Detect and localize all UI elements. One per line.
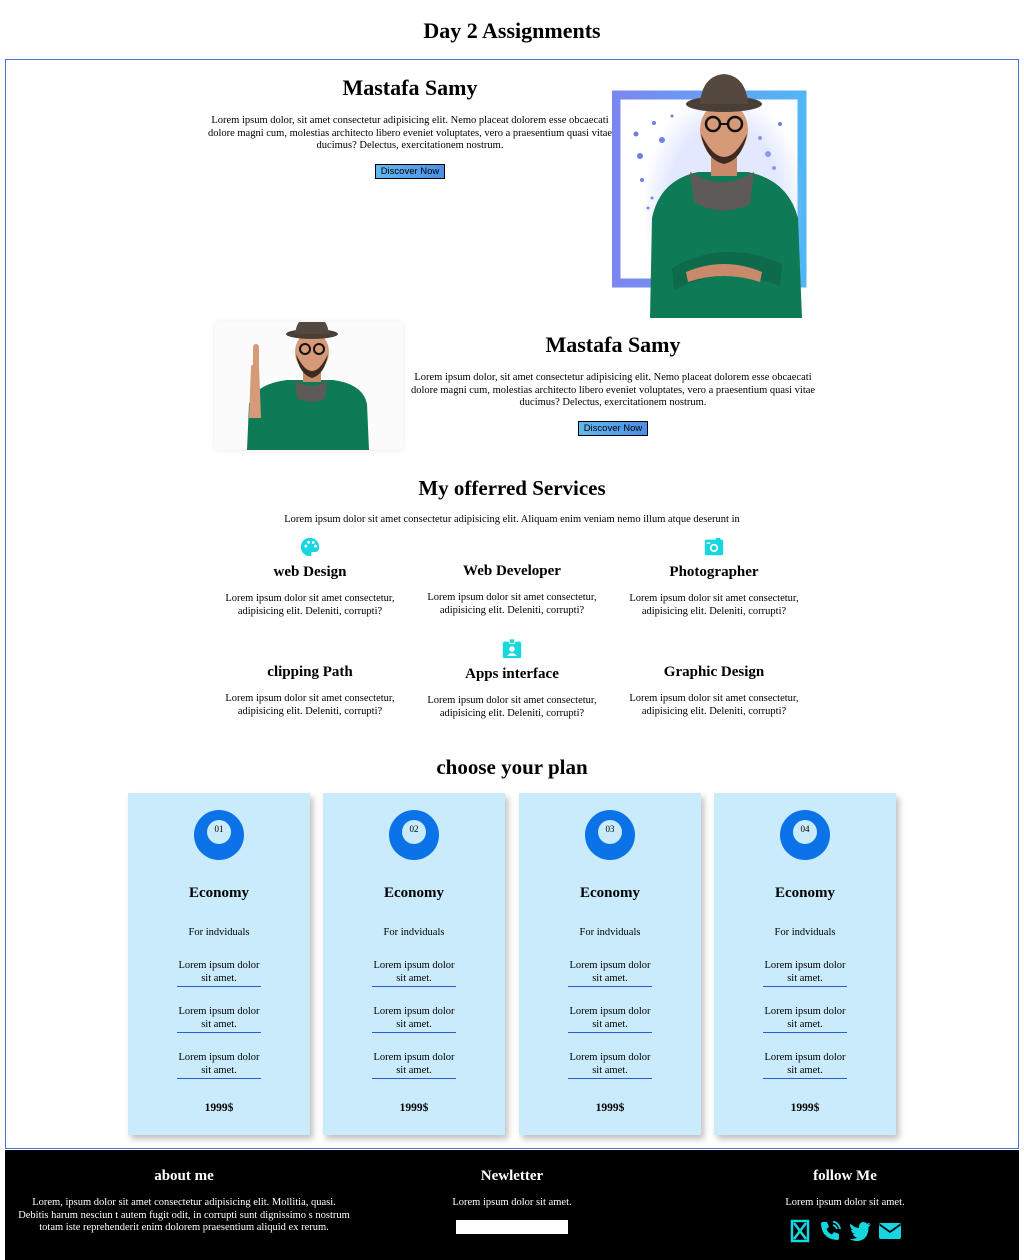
plan-name: Economy: [775, 885, 835, 901]
footer-follow-title: follow Me: [813, 1168, 877, 1184]
service-photographer: [619, 536, 809, 618]
hourglass-icon[interactable]: [788, 1219, 812, 1243]
plan-name: Economy: [580, 885, 640, 901]
plan-price: 1999$: [204, 1102, 234, 1114]
plan-number: 03: [598, 820, 622, 844]
plan-card[interactable]: [128, 793, 310, 1135]
hero2-name: Mastafa Samy: [545, 332, 681, 357]
envelope-icon[interactable]: [878, 1219, 902, 1243]
plan-number-badge: [194, 810, 244, 860]
service-description: Lorem ipsum dolor sit amet consectetur, adipisicing elit. Deleniti, corrupti?: [225, 693, 395, 717]
plan-audience: For indviduals: [774, 927, 836, 938]
phone-icon[interactable]: [818, 1219, 842, 1243]
plan-feature: Lorem ipsum dolor sit amet.: [372, 1006, 456, 1033]
services-title: My offerred Services: [418, 476, 606, 500]
service-clipping-path: [215, 664, 405, 718]
plan-card[interactable]: [714, 793, 896, 1135]
plan-feature: Lorem ipsum dolor sit amet.: [568, 1052, 652, 1079]
hero1-discover-button[interactable]: Discover Now: [375, 164, 446, 179]
footer: [5, 1150, 1019, 1260]
plan-price: 1999$: [399, 1102, 429, 1114]
twitter-icon[interactable]: [848, 1219, 872, 1243]
plan-audience: For indviduals: [188, 927, 250, 938]
service-description: Lorem ipsum dolor sit amet consectetur, adipisicing elit. Deleniti, corrupti?: [427, 592, 597, 616]
plan-card[interactable]: [323, 793, 505, 1135]
hero2-description: Lorem ipsum dolor, sit amet consectetur adipisicing elit. Nemo placeat dolorem esse obcaecati dolore magni cum, molestias architecto libero eveniet voluptates, vero a praesentium quasi vitae ducimus? Delectus, exercitationem nostrum.: [410, 372, 816, 408]
service-title: Graphic Design: [663, 664, 765, 680]
plan-audience: For indviduals: [579, 927, 641, 938]
plan-feature: Lorem ipsum dolor sit amet.: [763, 1052, 847, 1079]
hero2-section: [408, 332, 818, 436]
palette-icon: [299, 536, 321, 558]
plan-number: 02: [402, 820, 426, 844]
plan-number-badge: [780, 810, 830, 860]
id-badge-icon: [501, 638, 523, 660]
plan-feature: Lorem ipsum dolor sit amet.: [372, 1052, 456, 1079]
footer-newsletter-text: Lorem ipsum dolor sit amet.: [452, 1197, 572, 1208]
service-description: Lorem ipsum dolor sit amet consectetur, adipisicing elit. Deleniti, corrupti?: [629, 693, 799, 717]
plan-price: 1999$: [595, 1102, 625, 1114]
footer-about-text: Lorem, ipsum dolor sit amet consectetur adipisicing elit. Mollitia, quasi. Debitis harum nesciun t autem fugit odit, in corrupti sunt dignissimo s nostrum totam iste reprehenderit enim dolorem praesentium aliquid ex rerum.: [18, 1197, 350, 1233]
service-apps-interface: [417, 638, 607, 720]
plan-number-badge: [389, 810, 439, 860]
hero2-portrait-image: [215, 322, 403, 450]
plan-feature: Lorem ipsum dolor sit amet.: [568, 1006, 652, 1033]
camera-icon: [703, 536, 725, 558]
newsletter-email-input[interactable]: [456, 1220, 568, 1234]
hero1-section: [205, 75, 615, 179]
service-description: Lorem ipsum dolor sit amet consectetur, adipisicing elit. Deleniti, corrupti?: [225, 593, 395, 617]
plan-feature: Lorem ipsum dolor sit amet.: [568, 960, 652, 987]
plan-feature: Lorem ipsum dolor sit amet.: [763, 1006, 847, 1033]
plan-number: 04: [793, 820, 817, 844]
footer-follow: [745, 1168, 945, 1243]
plan-feature: Lorem ipsum dolor sit amet.: [177, 960, 261, 987]
plan-feature: Lorem ipsum dolor sit amet.: [372, 960, 456, 987]
plan-price: 1999$: [790, 1102, 820, 1114]
hero2-discover-button[interactable]: Discover Now: [578, 421, 649, 436]
service-title: Web Developer: [463, 563, 561, 579]
plan-name: Economy: [189, 885, 249, 901]
plan-number-badge: [585, 810, 635, 860]
hero1-description: Lorem ipsum dolor, sit amet consectetur adipisicing elit. Nemo placeat dolorem esse obcaecati dolore magni cum, molestias architecto libero eveniet voluptates, vero a praesentium quasi vitae ducimus? Delectus, exercitationem nostrum.: [207, 115, 613, 151]
service-description: Lorem ipsum dolor sit amet consectetur, adipisicing elit. Deleniti, corrupti?: [629, 593, 799, 617]
plan-audience: For indviduals: [383, 927, 445, 938]
service-web-design: [215, 536, 405, 618]
page-title: Day 2 Assignments: [423, 18, 601, 43]
hero1-portrait-image: [612, 68, 808, 318]
plan-feature: Lorem ipsum dolor sit amet.: [177, 1052, 261, 1079]
service-title: web Design: [273, 564, 347, 580]
plans-title: choose your plan: [436, 755, 588, 779]
plan-number: 01: [207, 820, 231, 844]
service-graphic-design: [619, 664, 809, 718]
hero1-name: Mastafa Samy: [342, 75, 478, 100]
plan-name: Economy: [384, 885, 444, 901]
footer-follow-text: Lorem ipsum dolor sit amet.: [785, 1197, 905, 1208]
footer-newsletter: [412, 1168, 612, 1234]
social-icons: [745, 1219, 945, 1243]
service-title: Apps interface: [465, 666, 559, 682]
service-title: clipping Path: [267, 664, 353, 680]
service-description: Lorem ipsum dolor sit amet consectetur, adipisicing elit. Deleniti, corrupti?: [427, 695, 597, 719]
service-web-developer: [417, 563, 607, 617]
service-title: Photographer: [669, 564, 759, 580]
plan-feature: Lorem ipsum dolor sit amet.: [177, 1006, 261, 1033]
footer-newsletter-title: Newletter: [480, 1168, 544, 1184]
footer-about: [17, 1168, 351, 1235]
plan-feature: Lorem ipsum dolor sit amet.: [763, 960, 847, 987]
footer-about-title: about me: [154, 1168, 214, 1184]
services-subtitle: Lorem ipsum dolor sit amet consectetur adipisicing elit. Aliquam enim veniam nemo illum atque deserunt in: [284, 514, 740, 525]
plan-card[interactable]: [519, 793, 701, 1135]
